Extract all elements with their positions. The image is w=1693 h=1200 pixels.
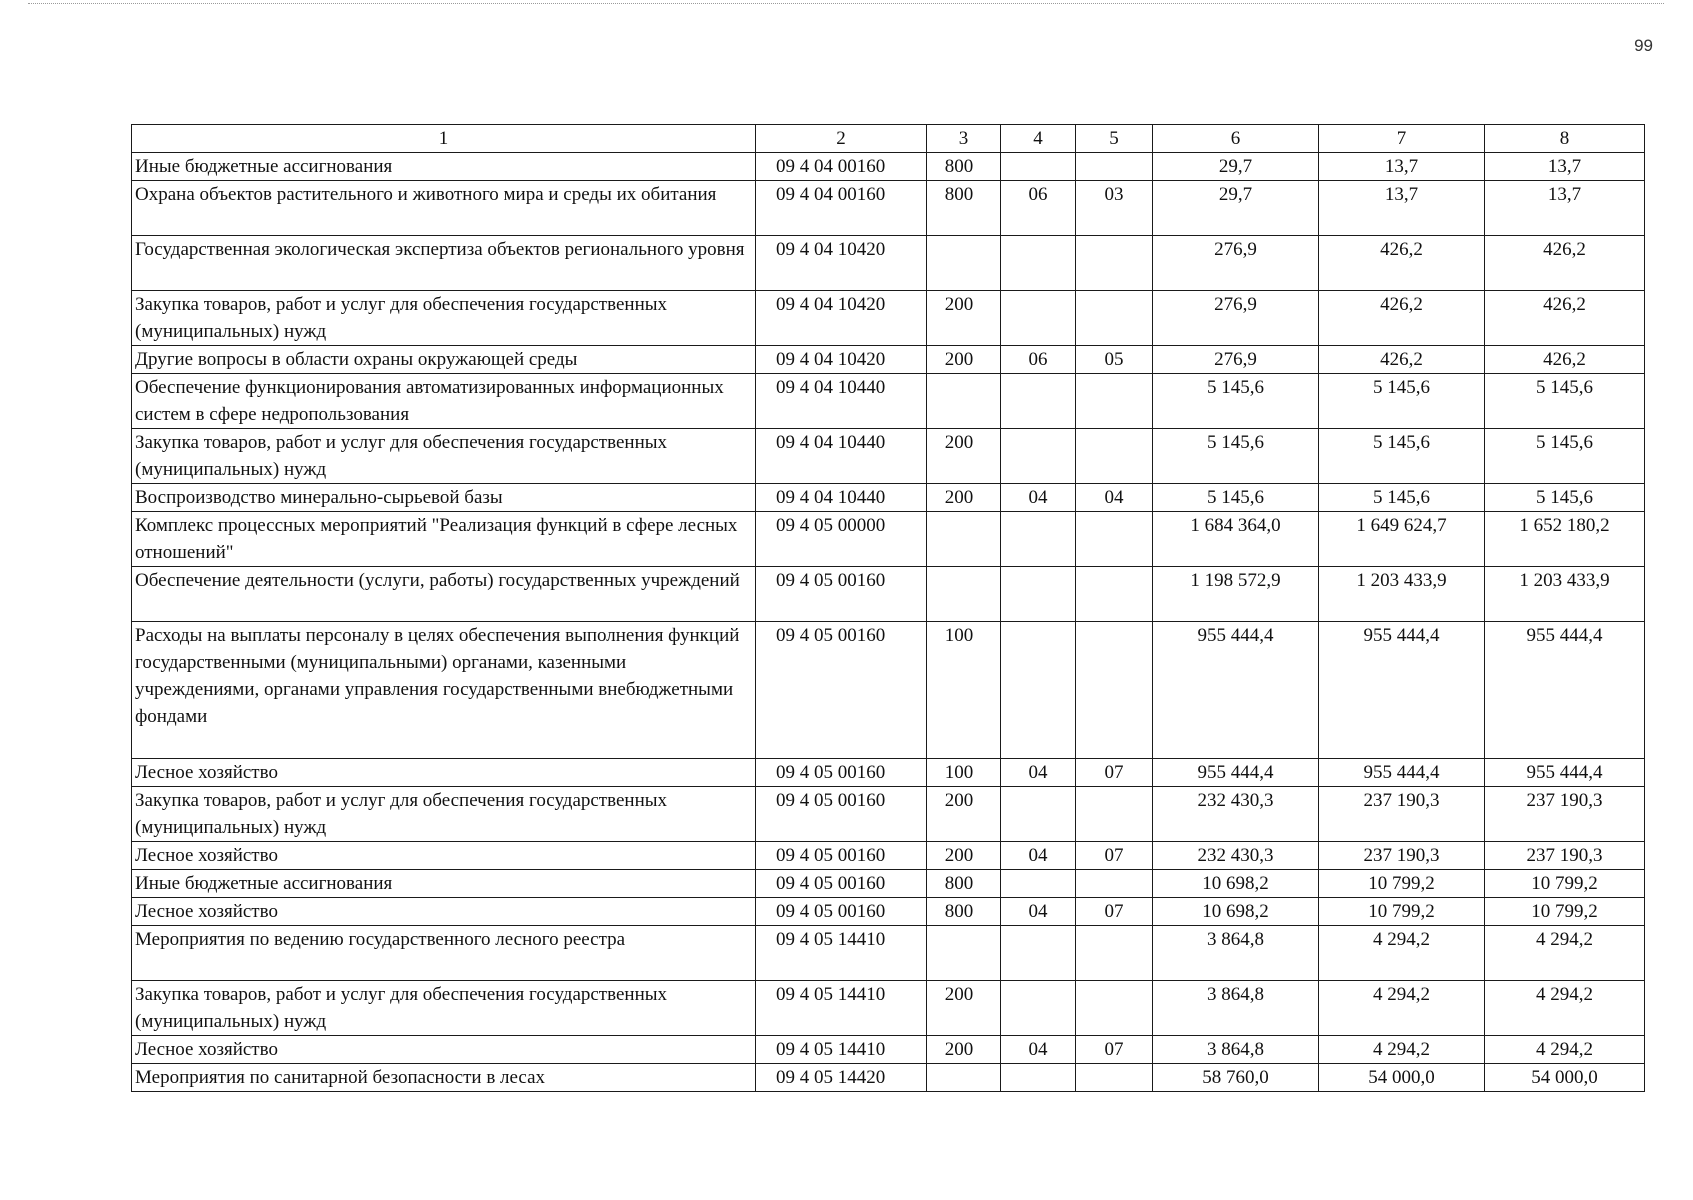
table-row [132,512,1645,567]
row-subsection [1076,870,1153,898]
row-expense-type: 200 [927,291,1001,346]
row-expense-type [927,926,1001,981]
row-section [1001,1064,1076,1092]
row-description: Лесное хозяйство [132,898,756,926]
row-description: Закупка товаров, работ и услуг для обеспечения государственных (муниципальных) нужд [132,429,756,484]
row-description: Расходы на выплаты персоналу в целях обеспечения выполнения функций государственными (муниципальными) органами, казенными учреждениями, органами управления государственными внебюджетными фондами [132,622,756,759]
row-target-code: 09 4 04 10420 [756,346,927,374]
row-expense-type: 800 [927,898,1001,926]
row-description: Закупка товаров, работ и услуг для обеспечения государственных (муниципальных) нужд [132,291,756,346]
row-amount-col8: 237 190,3 [1485,842,1645,870]
row-amount-col7: 237 190,3 [1319,842,1485,870]
row-section [1001,291,1076,346]
row-subsection [1076,787,1153,842]
row-amount-col6: 3 864,8 [1153,926,1319,981]
row-amount-col7: 4 294,2 [1319,926,1485,981]
row-expense-type: 800 [927,153,1001,181]
row-section [1001,153,1076,181]
table-row [132,484,1645,512]
table-row [132,567,1645,622]
row-description: Мероприятия по санитарной безопасности в лесах [132,1064,756,1092]
row-target-code: 09 4 05 00000 [756,512,927,567]
row-subsection [1076,153,1153,181]
row-amount-col8: 426,2 [1485,291,1645,346]
row-amount-col6: 3 864,8 [1153,981,1319,1036]
table-row [132,1036,1645,1064]
row-amount-col6: 5 145,6 [1153,484,1319,512]
row-amount-col7: 5 145,6 [1319,374,1485,429]
budget-table [131,124,1645,1092]
row-subsection: 07 [1076,842,1153,870]
table-row [132,291,1645,346]
row-section: 04 [1001,1036,1076,1064]
header-row [132,125,1645,153]
table-row [132,926,1645,981]
row-amount-col7: 4 294,2 [1319,981,1485,1036]
row-target-code: 09 4 05 14410 [756,981,927,1036]
row-section: 04 [1001,759,1076,787]
column-header: 2 [756,125,927,153]
row-subsection [1076,1064,1153,1092]
table-row [132,842,1645,870]
row-amount-col8: 5 145,6 [1485,374,1645,429]
row-subsection [1076,291,1153,346]
row-subsection [1076,236,1153,291]
column-header: 5 [1076,125,1153,153]
row-description: Комплекс процессных мероприятий "Реализация функций в сфере лесных отношений" [132,512,756,567]
row-amount-col6: 58 760,0 [1153,1064,1319,1092]
row-amount-col6: 232 430,3 [1153,842,1319,870]
row-expense-type: 200 [927,787,1001,842]
row-expense-type [927,512,1001,567]
table-row [132,787,1645,842]
row-amount-col8: 10 799,2 [1485,898,1645,926]
row-target-code: 09 4 05 00160 [756,787,927,842]
top-scan-rule [28,3,1664,4]
row-subsection: 05 [1076,346,1153,374]
row-amount-col7: 13,7 [1319,181,1485,236]
row-expense-type [927,374,1001,429]
row-amount-col8: 13,7 [1485,153,1645,181]
column-header: 4 [1001,125,1076,153]
row-amount-col8: 426,2 [1485,236,1645,291]
row-subsection [1076,926,1153,981]
row-target-code: 09 4 05 14420 [756,1064,927,1092]
row-amount-col6: 276,9 [1153,236,1319,291]
row-subsection: 07 [1076,1036,1153,1064]
row-amount-col7: 54 000,0 [1319,1064,1485,1092]
table-row [132,346,1645,374]
row-section [1001,512,1076,567]
row-amount-col7: 955 444,4 [1319,759,1485,787]
row-amount-col6: 276,9 [1153,291,1319,346]
row-section: 04 [1001,898,1076,926]
row-amount-col7: 426,2 [1319,236,1485,291]
row-amount-col6: 29,7 [1153,181,1319,236]
row-expense-type: 200 [927,842,1001,870]
column-header: 7 [1319,125,1485,153]
table-row [132,181,1645,236]
page-number: 99 [1634,36,1653,55]
row-target-code: 09 4 05 14410 [756,1036,927,1064]
row-amount-col7: 1 649 624,7 [1319,512,1485,567]
row-amount-col6: 1 684 364,0 [1153,512,1319,567]
row-amount-col8: 4 294,2 [1485,926,1645,981]
row-amount-col8: 4 294,2 [1485,981,1645,1036]
row-section [1001,787,1076,842]
row-description: Государственная экологическая экспертиза объектов регионального уровня [132,236,756,291]
row-description: Лесное хозяйство [132,759,756,787]
table-row [132,981,1645,1036]
row-expense-type: 200 [927,484,1001,512]
column-header: 8 [1485,125,1645,153]
row-target-code: 09 4 04 10440 [756,484,927,512]
row-target-code: 09 4 05 00160 [756,567,927,622]
row-amount-col6: 5 145,6 [1153,429,1319,484]
row-expense-type: 200 [927,346,1001,374]
row-expense-type: 800 [927,870,1001,898]
row-subsection [1076,374,1153,429]
table-row [132,898,1645,926]
row-description: Мероприятия по ведению государственного лесного реестра [132,926,756,981]
row-description: Лесное хозяйство [132,1036,756,1064]
row-description: Лесное хозяйство [132,842,756,870]
row-amount-col8: 13,7 [1485,181,1645,236]
row-amount-col7: 955 444,4 [1319,622,1485,759]
row-target-code: 09 4 05 00160 [756,759,927,787]
row-section [1001,926,1076,981]
row-section: 04 [1001,484,1076,512]
row-amount-col8: 426,2 [1485,346,1645,374]
row-expense-type: 100 [927,622,1001,759]
row-amount-col6: 955 444,4 [1153,759,1319,787]
row-description: Другие вопросы в области охраны окружающей среды [132,346,756,374]
row-subsection: 03 [1076,181,1153,236]
row-subsection [1076,512,1153,567]
table-row [132,622,1645,759]
row-section: 06 [1001,346,1076,374]
row-expense-type: 200 [927,981,1001,1036]
row-target-code: 09 4 04 10420 [756,291,927,346]
row-section: 06 [1001,181,1076,236]
row-description: Закупка товаров, работ и услуг для обеспечения государственных (муниципальных) нужд [132,787,756,842]
row-amount-col8: 4 294,2 [1485,1036,1645,1064]
row-target-code: 09 4 05 00160 [756,898,927,926]
row-subsection [1076,429,1153,484]
row-target-code: 09 4 05 00160 [756,842,927,870]
row-amount-col7: 426,2 [1319,346,1485,374]
row-section [1001,374,1076,429]
row-expense-type: 100 [927,759,1001,787]
row-amount-col6: 276,9 [1153,346,1319,374]
row-description: Иные бюджетные ассигнования [132,870,756,898]
row-amount-col8: 1 203 433,9 [1485,567,1645,622]
row-section [1001,429,1076,484]
row-subsection: 07 [1076,898,1153,926]
row-amount-col6: 5 145,6 [1153,374,1319,429]
column-header: 6 [1153,125,1319,153]
row-section [1001,622,1076,759]
row-amount-col6: 1 198 572,9 [1153,567,1319,622]
row-amount-col8: 54 000,0 [1485,1064,1645,1092]
row-expense-type [927,236,1001,291]
row-description: Обеспечение функционирования автоматизированных информационных систем в сфере недропользования [132,374,756,429]
row-amount-col7: 10 799,2 [1319,870,1485,898]
table-row [132,1064,1645,1092]
row-amount-col7: 4 294,2 [1319,1036,1485,1064]
row-description: Обеспечение деятельности (услуги, работы) государственных учреждений [132,567,756,622]
table-row [132,236,1645,291]
row-section [1001,236,1076,291]
row-subsection: 07 [1076,759,1153,787]
table-body [132,153,1645,1092]
row-description: Закупка товаров, работ и услуг для обеспечения государственных (муниципальных) нужд [132,981,756,1036]
table-row [132,429,1645,484]
column-header: 3 [927,125,1001,153]
row-amount-col7: 1 203 433,9 [1319,567,1485,622]
column-header: 1 [132,125,756,153]
row-section: 04 [1001,842,1076,870]
row-description: Охрана объектов растительного и животного мира и среды их обитания [132,181,756,236]
row-amount-col8: 955 444,4 [1485,622,1645,759]
row-description: Воспроизводство минерально-сырьевой базы [132,484,756,512]
row-subsection [1076,567,1153,622]
row-target-code: 09 4 04 00160 [756,181,927,236]
row-target-code: 09 4 05 00160 [756,870,927,898]
row-target-code: 09 4 04 10440 [756,374,927,429]
row-amount-col8: 10 799,2 [1485,870,1645,898]
row-amount-col7: 426,2 [1319,291,1485,346]
row-expense-type: 200 [927,1036,1001,1064]
row-amount-col6: 29,7 [1153,153,1319,181]
row-expense-type: 200 [927,429,1001,484]
table-row [132,759,1645,787]
row-section [1001,981,1076,1036]
row-subsection [1076,622,1153,759]
row-amount-col6: 10 698,2 [1153,898,1319,926]
row-amount-col8: 5 145,6 [1485,484,1645,512]
row-description: Иные бюджетные ассигнования [132,153,756,181]
table-row [132,374,1645,429]
row-subsection [1076,981,1153,1036]
row-amount-col7: 5 145,6 [1319,484,1485,512]
row-amount-col7: 13,7 [1319,153,1485,181]
row-amount-col7: 5 145,6 [1319,429,1485,484]
row-target-code: 09 4 04 00160 [756,153,927,181]
row-amount-col7: 10 799,2 [1319,898,1485,926]
row-amount-col8: 1 652 180,2 [1485,512,1645,567]
row-expense-type: 800 [927,181,1001,236]
row-amount-col6: 955 444,4 [1153,622,1319,759]
row-target-code: 09 4 04 10440 [756,429,927,484]
row-section [1001,870,1076,898]
table-row [132,870,1645,898]
row-target-code: 09 4 05 00160 [756,622,927,759]
row-amount-col6: 232 430,3 [1153,787,1319,842]
row-amount-col7: 237 190,3 [1319,787,1485,842]
row-amount-col8: 955 444,4 [1485,759,1645,787]
table-row [132,153,1645,181]
row-subsection: 04 [1076,484,1153,512]
row-amount-col6: 3 864,8 [1153,1036,1319,1064]
row-target-code: 09 4 04 10420 [756,236,927,291]
row-amount-col6: 10 698,2 [1153,870,1319,898]
row-amount-col8: 237 190,3 [1485,787,1645,842]
row-amount-col8: 5 145,6 [1485,429,1645,484]
row-expense-type [927,1064,1001,1092]
row-target-code: 09 4 05 14410 [756,926,927,981]
row-section [1001,567,1076,622]
row-expense-type [927,567,1001,622]
